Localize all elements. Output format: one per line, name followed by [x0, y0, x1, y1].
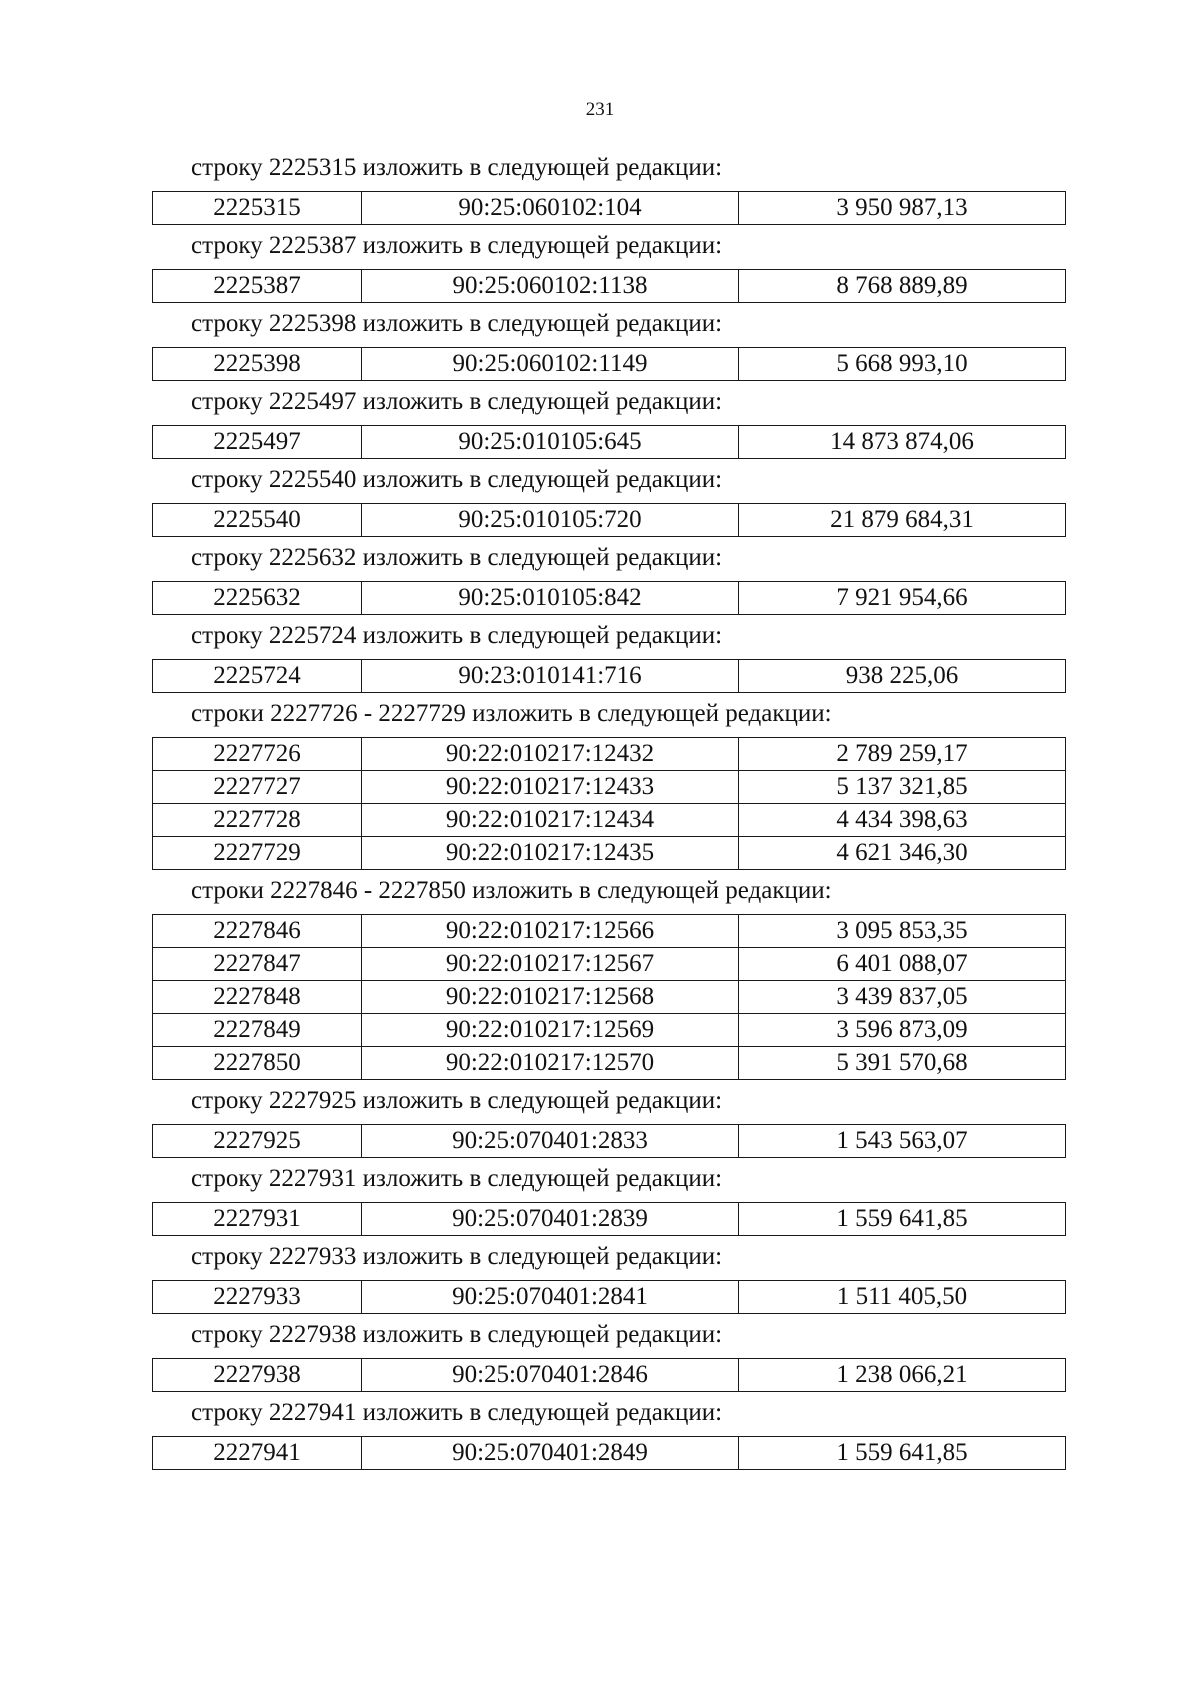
row-number-cell: 2227850 [153, 1047, 362, 1080]
amendment-table [152, 1358, 1066, 1392]
cadastral-value-cell: 3 439 837,05 [739, 981, 1066, 1014]
table-row [153, 582, 1066, 615]
row-number-cell: 2227847 [153, 948, 362, 981]
cadastral-number-cell: 90:25:070401:2849 [362, 1437, 739, 1470]
cadastral-number-cell: 90:25:010105:842 [362, 582, 739, 615]
amendment-table [152, 503, 1066, 537]
amendment-intro: строку 2227931 изложить в следующей редакции: [191, 1165, 723, 1192]
table-row [153, 948, 1066, 981]
table-row [153, 1281, 1066, 1314]
amendment-intro: строку 2225724 изложить в следующей редакции: [191, 622, 723, 649]
amendment-table [152, 1436, 1066, 1470]
cadastral-value-cell: 6 401 088,07 [739, 948, 1066, 981]
table-row [153, 1359, 1066, 1392]
table-row [153, 981, 1066, 1014]
amendment-intro: строку 2227938 изложить в следующей редакции: [191, 1321, 723, 1348]
row-number-cell: 2225398 [153, 348, 362, 381]
cadastral-number-cell: 90:22:010217:12432 [362, 738, 739, 771]
row-number-cell: 2225387 [153, 270, 362, 303]
table-row [153, 771, 1066, 804]
amendment-intro: строку 2225540 изложить в следующей редакции: [191, 466, 723, 493]
cadastral-number-cell: 90:22:010217:12435 [362, 837, 739, 870]
cadastral-number-cell: 90:25:070401:2841 [362, 1281, 739, 1314]
row-number-cell: 2227727 [153, 771, 362, 804]
cadastral-number-cell: 90:25:070401:2833 [362, 1125, 739, 1158]
row-number-cell: 2227848 [153, 981, 362, 1014]
row-number-cell: 2225315 [153, 192, 362, 225]
cadastral-value-cell: 5 668 993,10 [739, 348, 1066, 381]
amendment-table [152, 581, 1066, 615]
table-row [153, 270, 1066, 303]
page-number: 231 [585, 99, 615, 120]
cadastral-value-cell: 1 559 641,85 [739, 1437, 1066, 1470]
row-number-cell: 2227931 [153, 1203, 362, 1236]
amendment-table [152, 659, 1066, 693]
row-number-cell: 2227846 [153, 915, 362, 948]
cadastral-value-cell: 7 921 954,66 [739, 582, 1066, 615]
cadastral-value-cell: 1 238 066,21 [739, 1359, 1066, 1392]
amendment-intro: строки 2227846 - 2227850 изложить в следующей редакции: [191, 877, 832, 904]
cadastral-number-cell: 90:22:010217:12570 [362, 1047, 739, 1080]
amendment-table [152, 914, 1066, 1080]
row-number-cell: 2227726 [153, 738, 362, 771]
cadastral-value-cell: 3 596 873,09 [739, 1014, 1066, 1047]
amendment-table [152, 1202, 1066, 1236]
cadastral-number-cell: 90:25:060102:104 [362, 192, 739, 225]
cadastral-number-cell: 90:22:010217:12434 [362, 804, 739, 837]
document-body [152, 147, 1062, 1470]
row-number-cell: 2225497 [153, 426, 362, 459]
amendment-intro: строку 2225497 изложить в следующей редакции: [191, 388, 723, 415]
cadastral-value-cell: 5 391 570,68 [739, 1047, 1066, 1080]
row-number-cell: 2225724 [153, 660, 362, 693]
cadastral-number-cell: 90:22:010217:12567 [362, 948, 739, 981]
cadastral-number-cell: 90:22:010217:12433 [362, 771, 739, 804]
cadastral-number-cell: 90:25:010105:645 [362, 426, 739, 459]
table-row [153, 1014, 1066, 1047]
cadastral-number-cell: 90:22:010217:12569 [362, 1014, 739, 1047]
cadastral-value-cell: 4 621 346,30 [739, 837, 1066, 870]
amendment-intro: строку 2227925 изложить в следующей редакции: [191, 1087, 723, 1114]
row-number-cell: 2225540 [153, 504, 362, 537]
table-row [153, 660, 1066, 693]
amendment-table [152, 1124, 1066, 1158]
table-row [153, 1125, 1066, 1158]
table-row [153, 426, 1066, 459]
amendment-table [152, 737, 1066, 870]
amendment-table [152, 347, 1066, 381]
table-row [153, 1437, 1066, 1470]
cadastral-number-cell: 90:25:070401:2846 [362, 1359, 739, 1392]
table-row [153, 504, 1066, 537]
row-number-cell: 2227849 [153, 1014, 362, 1047]
cadastral-number-cell: 90:22:010217:12566 [362, 915, 739, 948]
cadastral-value-cell: 2 789 259,17 [739, 738, 1066, 771]
amendment-intro: строки 2227726 - 2227729 изложить в следующей редакции: [191, 700, 832, 727]
row-number-cell: 2227925 [153, 1125, 362, 1158]
cadastral-number-cell: 90:25:070401:2839 [362, 1203, 739, 1236]
cadastral-value-cell: 5 137 321,85 [739, 771, 1066, 804]
amendment-table [152, 1280, 1066, 1314]
cadastral-number-cell: 90:25:060102:1138 [362, 270, 739, 303]
amendment-table [152, 425, 1066, 459]
row-number-cell: 2227941 [153, 1437, 362, 1470]
cadastral-value-cell: 14 873 874,06 [739, 426, 1066, 459]
row-number-cell: 2225632 [153, 582, 362, 615]
table-row [153, 1203, 1066, 1236]
row-number-cell: 2227729 [153, 837, 362, 870]
table-row [153, 192, 1066, 225]
table-row [153, 837, 1066, 870]
amendment-intro: строку 2227933 изложить в следующей редакции: [191, 1243, 723, 1270]
table-row [153, 348, 1066, 381]
row-number-cell: 2227938 [153, 1359, 362, 1392]
amendment-intro: строку 2225632 изложить в следующей редакции: [191, 544, 723, 571]
cadastral-value-cell: 3 095 853,35 [739, 915, 1066, 948]
cadastral-value-cell: 3 950 987,13 [739, 192, 1066, 225]
amendment-intro: строку 2225387 изложить в следующей редакции: [191, 232, 723, 259]
cadastral-value-cell: 4 434 398,63 [739, 804, 1066, 837]
row-number-cell: 2227728 [153, 804, 362, 837]
table-row [153, 738, 1066, 771]
cadastral-number-cell: 90:25:060102:1149 [362, 348, 739, 381]
amendment-intro: строку 2225398 изложить в следующей редакции: [191, 310, 723, 337]
amendment-table [152, 269, 1066, 303]
cadastral-value-cell: 21 879 684,31 [739, 504, 1066, 537]
amendment-intro: строку 2225315 изложить в следующей редакции: [191, 154, 723, 181]
cadastral-number-cell: 90:23:010141:716 [362, 660, 739, 693]
cadastral-value-cell: 1 559 641,85 [739, 1203, 1066, 1236]
cadastral-value-cell: 8 768 889,89 [739, 270, 1066, 303]
cadastral-value-cell: 938 225,06 [739, 660, 1066, 693]
amendment-intro: строку 2227941 изложить в следующей редакции: [191, 1399, 723, 1426]
table-row [153, 804, 1066, 837]
table-row [153, 1047, 1066, 1080]
amendment-table [152, 191, 1066, 225]
row-number-cell: 2227933 [153, 1281, 362, 1314]
cadastral-value-cell: 1 543 563,07 [739, 1125, 1066, 1158]
cadastral-number-cell: 90:25:010105:720 [362, 504, 739, 537]
cadastral-value-cell: 1 511 405,50 [739, 1281, 1066, 1314]
cadastral-number-cell: 90:22:010217:12568 [362, 981, 739, 1014]
table-row [153, 915, 1066, 948]
